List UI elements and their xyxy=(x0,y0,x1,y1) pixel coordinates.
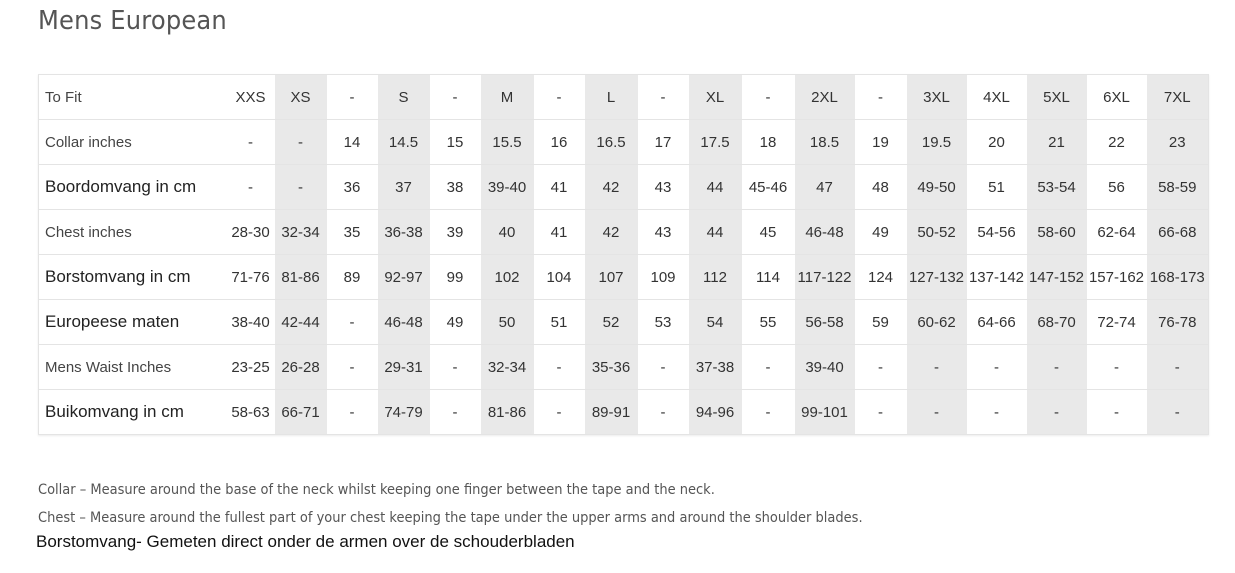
table-cell: 38 xyxy=(430,165,481,210)
table-cell: 74-79 xyxy=(378,390,430,435)
table-cell: 89-91 xyxy=(585,390,638,435)
table-cell: 41 xyxy=(534,165,585,210)
table-cell: 36-38 xyxy=(378,210,430,255)
table-cell: 15.5 xyxy=(481,120,534,165)
table-cell: 6XL xyxy=(1087,75,1147,120)
table-cell: - xyxy=(1027,390,1087,435)
table-cell: 51 xyxy=(967,165,1027,210)
table-cell: - xyxy=(275,165,327,210)
table-cell: 54-56 xyxy=(967,210,1027,255)
row-label: Borstomvang in cm xyxy=(39,255,227,300)
table-cell: 76-78 xyxy=(1147,300,1209,345)
table-cell: - xyxy=(327,75,378,120)
table-cell: 29-31 xyxy=(378,345,430,390)
table-cell: - xyxy=(327,300,378,345)
table-cell: 4XL xyxy=(967,75,1027,120)
table-cell: XXS xyxy=(227,75,275,120)
table-cell: - xyxy=(742,75,795,120)
table-cell: 37 xyxy=(378,165,430,210)
table-cell: - xyxy=(638,390,689,435)
table-cell: 62-64 xyxy=(1087,210,1147,255)
table-cell: - xyxy=(742,390,795,435)
table-cell: 49-50 xyxy=(907,165,967,210)
table-cell: 56 xyxy=(1087,165,1147,210)
table-cell: - xyxy=(967,345,1027,390)
table-cell: - xyxy=(907,390,967,435)
note-line: Chest – Measure around the fullest part of your chest keeping the tape under the upper arms and around the shoulder blades. xyxy=(38,510,863,526)
table-cell: 16 xyxy=(534,120,585,165)
table-cell: 32-34 xyxy=(481,345,534,390)
measurement-notes xyxy=(38,480,1188,560)
table-cell: 147-152 xyxy=(1027,255,1087,300)
table-cell: 64-66 xyxy=(967,300,1027,345)
table-cell: 28-30 xyxy=(227,210,275,255)
table-cell: - xyxy=(967,390,1027,435)
table-cell: 58-60 xyxy=(1027,210,1087,255)
table-cell: 49 xyxy=(855,210,907,255)
table-cell: 107 xyxy=(585,255,638,300)
table-cell: 23-25 xyxy=(227,345,275,390)
table-cell: M xyxy=(481,75,534,120)
table-cell: 40 xyxy=(481,210,534,255)
table-cell: 15 xyxy=(430,120,481,165)
table-cell: 26-28 xyxy=(275,345,327,390)
table-cell: 14 xyxy=(327,120,378,165)
table-cell: - xyxy=(1087,390,1147,435)
table-cell: - xyxy=(227,165,275,210)
table-row xyxy=(39,210,1209,255)
table-cell: 23 xyxy=(1147,120,1209,165)
table-cell: 124 xyxy=(855,255,907,300)
table-cell: 3XL xyxy=(907,75,967,120)
table-cell: - xyxy=(327,390,378,435)
table-cell: 53 xyxy=(638,300,689,345)
table-cell: 17 xyxy=(638,120,689,165)
table-cell: 104 xyxy=(534,255,585,300)
table-cell: 68-70 xyxy=(1027,300,1087,345)
table-cell: 18.5 xyxy=(795,120,855,165)
table-cell: 59 xyxy=(855,300,907,345)
table-cell: - xyxy=(534,75,585,120)
table-cell: 45-46 xyxy=(742,165,795,210)
row-label: Chest inches xyxy=(39,210,227,255)
table-cell: 127-132 xyxy=(907,255,967,300)
table-cell: - xyxy=(638,75,689,120)
table-cell: 39-40 xyxy=(481,165,534,210)
table-cell: 43 xyxy=(638,210,689,255)
table-row xyxy=(39,165,1209,210)
table-cell: 35 xyxy=(327,210,378,255)
table-cell: 14.5 xyxy=(378,120,430,165)
note-line: Collar – Measure around the base of the neck whilst keeping one finger between the tape and the neck. xyxy=(38,482,715,498)
table-cell: 41 xyxy=(534,210,585,255)
table-cell: 39-40 xyxy=(795,345,855,390)
table-cell: 114 xyxy=(742,255,795,300)
table-cell: XS xyxy=(275,75,327,120)
table-cell: - xyxy=(855,390,907,435)
table-cell: 19 xyxy=(855,120,907,165)
table-cell: 99 xyxy=(430,255,481,300)
table-cell: 58-59 xyxy=(1147,165,1209,210)
table-cell: XL xyxy=(689,75,742,120)
table-cell: 52 xyxy=(585,300,638,345)
table-cell: 168-173 xyxy=(1147,255,1209,300)
table-cell: 72-74 xyxy=(1087,300,1147,345)
table-cell: 66-68 xyxy=(1147,210,1209,255)
table-cell: 47 xyxy=(795,165,855,210)
table-cell: - xyxy=(907,345,967,390)
table-cell: 20 xyxy=(967,120,1027,165)
note-line: Borstomvang- Gemeten direct onder de armen over de schouderbladen xyxy=(36,532,575,551)
table-cell: 5XL xyxy=(1027,75,1087,120)
table-row xyxy=(39,75,1209,120)
table-cell: - xyxy=(275,120,327,165)
table-cell: 117-122 xyxy=(795,255,855,300)
table-cell: 39 xyxy=(430,210,481,255)
table-cell: 32-34 xyxy=(275,210,327,255)
table-cell: 7XL xyxy=(1147,75,1209,120)
table-row xyxy=(39,345,1209,390)
table-cell: - xyxy=(430,345,481,390)
table-cell: - xyxy=(742,345,795,390)
table-cell: - xyxy=(430,390,481,435)
table-cell: 46-48 xyxy=(795,210,855,255)
table-cell: - xyxy=(534,390,585,435)
table-cell: 99-101 xyxy=(795,390,855,435)
table-cell: 109 xyxy=(638,255,689,300)
table-cell: 35-36 xyxy=(585,345,638,390)
table-cell: - xyxy=(1147,345,1209,390)
size-chart-table xyxy=(38,74,1209,435)
table-cell: - xyxy=(1147,390,1209,435)
table-cell: 42-44 xyxy=(275,300,327,345)
table-cell: 45 xyxy=(742,210,795,255)
table-row xyxy=(39,255,1209,300)
table-cell: 19.5 xyxy=(907,120,967,165)
table-cell: - xyxy=(1087,345,1147,390)
table-cell: - xyxy=(430,75,481,120)
table-cell: 89 xyxy=(327,255,378,300)
table-cell: 36 xyxy=(327,165,378,210)
table-cell: 22 xyxy=(1087,120,1147,165)
table-cell: 42 xyxy=(585,165,638,210)
table-cell: 38-40 xyxy=(227,300,275,345)
row-label: Europeese maten xyxy=(39,300,227,345)
table-cell: 71-76 xyxy=(227,255,275,300)
table-cell: - xyxy=(227,120,275,165)
table-cell: 48 xyxy=(855,165,907,210)
table-row xyxy=(39,390,1209,435)
table-cell: 50 xyxy=(481,300,534,345)
table-cell: 112 xyxy=(689,255,742,300)
table-cell: 50-52 xyxy=(907,210,967,255)
table-cell: 16.5 xyxy=(585,120,638,165)
table-cell: 102 xyxy=(481,255,534,300)
table-cell: 66-71 xyxy=(275,390,327,435)
table-cell: 17.5 xyxy=(689,120,742,165)
page-title: Mens European xyxy=(38,6,227,36)
table-cell: - xyxy=(1027,345,1087,390)
table-cell: 43 xyxy=(638,165,689,210)
table-row xyxy=(39,120,1209,165)
table-cell: 81-86 xyxy=(275,255,327,300)
table-cell: 49 xyxy=(430,300,481,345)
table-cell: 58-63 xyxy=(227,390,275,435)
table-cell: - xyxy=(638,345,689,390)
table-cell: L xyxy=(585,75,638,120)
table-cell: 2XL xyxy=(795,75,855,120)
row-label: Buikomvang in cm xyxy=(39,390,227,435)
table-cell: 44 xyxy=(689,165,742,210)
table-cell: 51 xyxy=(534,300,585,345)
table-cell: - xyxy=(327,345,378,390)
table-cell: 94-96 xyxy=(689,390,742,435)
table-cell: 21 xyxy=(1027,120,1087,165)
table-cell: 44 xyxy=(689,210,742,255)
table-cell: S xyxy=(378,75,430,120)
table-cell: 37-38 xyxy=(689,345,742,390)
size-chart-body xyxy=(39,75,1209,435)
table-cell: - xyxy=(855,75,907,120)
table-cell: 42 xyxy=(585,210,638,255)
table-cell: 53-54 xyxy=(1027,165,1087,210)
table-cell: 60-62 xyxy=(907,300,967,345)
table-cell: - xyxy=(855,345,907,390)
table-cell: 18 xyxy=(742,120,795,165)
table-cell: 137-142 xyxy=(967,255,1027,300)
table-cell: 54 xyxy=(689,300,742,345)
row-label: Boordomvang in cm xyxy=(39,165,227,210)
table-cell: 92-97 xyxy=(378,255,430,300)
table-cell: 56-58 xyxy=(795,300,855,345)
table-row xyxy=(39,300,1209,345)
row-label: Mens Waist Inches xyxy=(39,345,227,390)
table-cell: 81-86 xyxy=(481,390,534,435)
table-cell: 46-48 xyxy=(378,300,430,345)
table-cell: 55 xyxy=(742,300,795,345)
table-cell: 157-162 xyxy=(1087,255,1147,300)
table-cell: - xyxy=(534,345,585,390)
row-label: Collar inches xyxy=(39,120,227,165)
row-label: To Fit xyxy=(39,75,227,120)
